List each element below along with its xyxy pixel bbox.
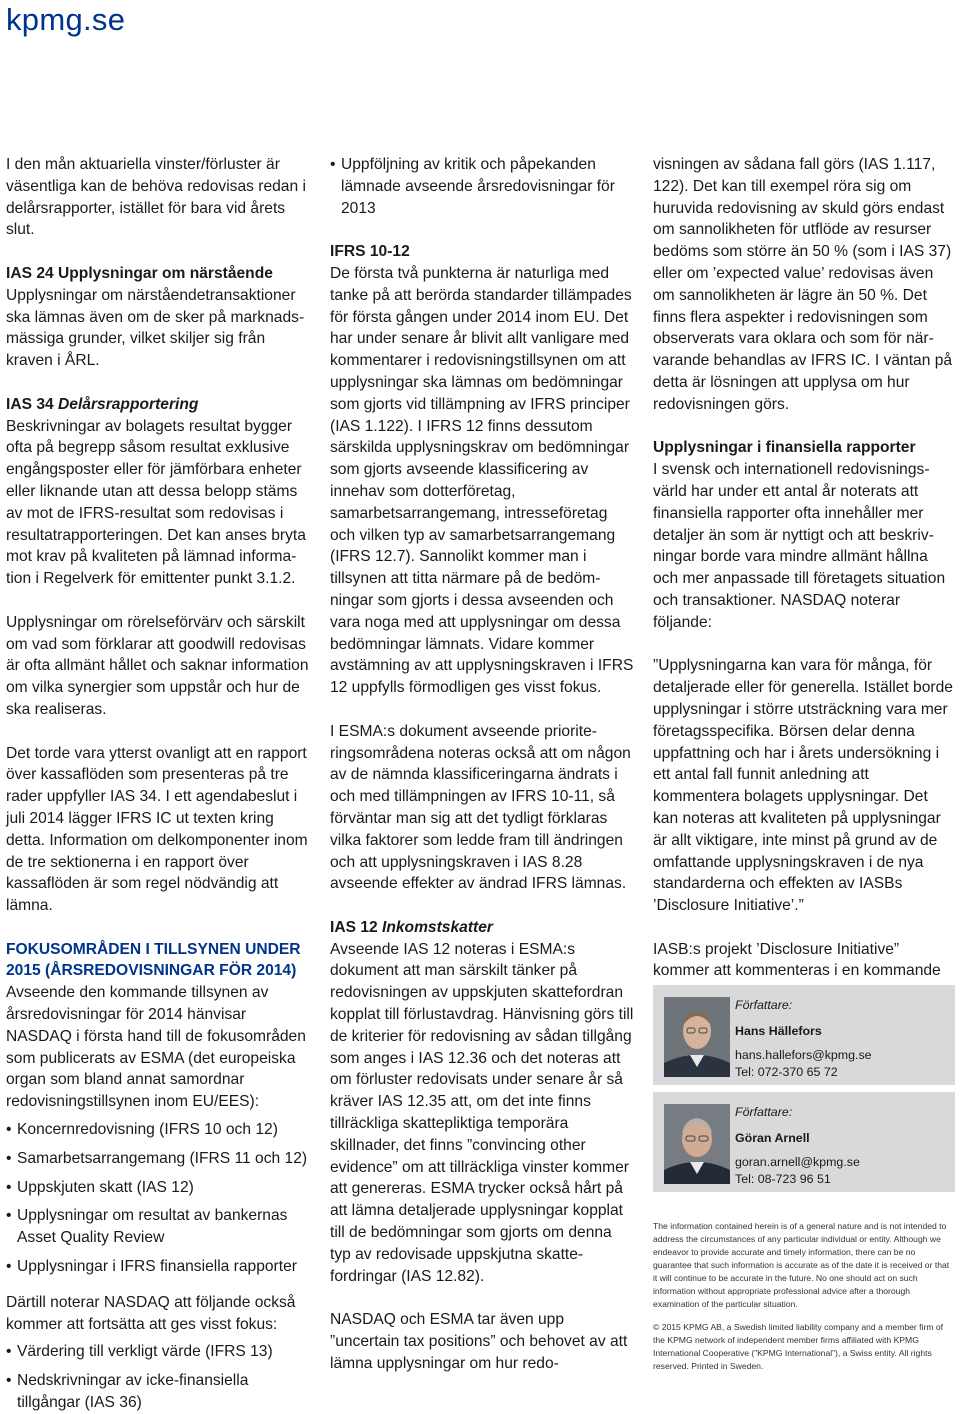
- author-box: [653, 1092, 955, 1192]
- list-item: • Värdering till verkligt värde (IFRS 13): [6, 1341, 311, 1363]
- site-name: kpmg.se: [6, 2, 126, 37]
- paragraph-ias24: Upplysningar om närståendetransaktioner ska lämnas även om de sker på marknadsmässiga grunder, vilket skiljer sig från kraven i ÅRL.: [6, 286, 305, 370]
- paragraph-ias34: Beskrivningar av bolagets resultat bygger ofta på begrepp såsom resultat exklusive engångsposter eller för jämförbara enheter eller liknande utan att dessa belopp stäms av mot de IFRS-resultat som redovisas i resultatrapporteringen. Det kan anses bryta mot krav på kvaliteten på lämnad information i Regelverk för emittenter punkt 3.1.2.: [6, 417, 306, 588]
- author-info: [735, 997, 872, 1080]
- paragraph-esma: I ESMA:s dokument avseende prioriteringsområdena noteras också att om någon av de nämnda klassificeringarna ändrats i och med tillämpningen av IFRS 10-11, så förväntar man sig att det tydligt förklaras vilka faktorer som ledde fram till ändringen och att upplysningskraven i IAS 8.28 avseende effekter av ändrad IFRS lämnas.: [330, 722, 631, 893]
- author-email[interactable]: hans.hallefors@kpmg.se: [735, 1048, 872, 1062]
- paragraph-ifrs-10-12: De första två punkterna är naturliga med tanke på att berörda standarder tillämpades för första gången under 2014 inom EU. Det har under senare år blivit allt vanligare med kommentarer i redovisningstillsynen om att upplysningar ska lämnas om bedömningar som gjorts vid tillämpning av IFRS principer (IAS 1.122). I IFRS 12 finns dessutom särskilda upplysningskrav om bedömningar som gjorts avseende klassificering av innehav som dotterföretag, samarbetsarrangemang, intresseföretag och vilken typ av samarbetsarrangemang (IFRS 12.7). Sannolikt kommer man i tillsynen att titta närmare på de bedömningar som gjorts i dessa avseenden och vara noga med att upplysningar om dessa bedömningar lämnats. Vidare kommer avstämning av att upplysningskraven i IFRS 12 uppfylls förmodligen ges visst fokus.: [330, 264, 634, 697]
- heading-ias12-title: Inkomstskatter: [382, 918, 493, 936]
- heading-ias12: [330, 917, 635, 939]
- author-phone: Tel: 08-723 96 51: [735, 1171, 831, 1186]
- paragraph-redovisning: visningen av sådana fall görs (IAS 1.117, 122). Det kan till exempel röra sig om huruvida redovisning av skuld görs endast om sannolikheten för utflöde av resurser bedöms som större än 50 % (som i IAS 37) eller om ’expected value’ redovisas även om sannolikheten är lägre än 50 %. Det finns flera aspekter i redovisningen som observerats vara oklara och som för närvarande behandlas av IFRS IC. I väntan på detta är lösningen att upplysa om hur redovisningen görs.: [653, 156, 953, 413]
- heading-ifrs-10-12: IFRS 10-12: [330, 243, 410, 261]
- column-2: [330, 154, 635, 1375]
- author-label: Författare:: [735, 1105, 793, 1119]
- paragraph-kassafloden: Det torde vara ytterst ovanligt att en rapport över kassaflöden som presenteras på tre rader uppfyller IAS 34. I ett agendabeslut i juli 2014 lägger IFRS IC ut texten kring detta. Information om delkomponenter inom de tre sektionerna i en rapport över kassaflöden är som regel nödvändig att lämna.: [6, 744, 308, 915]
- paragraph-fokusomraden: Avseende den kommande tillsynen av årsredovisningar för 2014 hänvisar NASDAQ i första hand till de fokusområden som publicerats av ESMA (det europeiska organ som bland annat samordnar redovisningstillsynen inom EU/EES):: [6, 984, 306, 1111]
- paragraph-finansiella-rapporter: I svensk och internationell redovisningsvärld har under ett antal år noterats att finansiella rapporter ofta innehåller mer detaljer än som är nyttigt och att beskrivningar borde vara mindre allmänt hållna och mer anpassade till företagets situation och transaktioner. NASDAQ noterar följande:: [653, 461, 946, 631]
- heading-ias34: [6, 394, 311, 416]
- copyright: © 2015 KPMG AB, a Swedish limited liability company and a member firm of the KPMG network of independent member firms affiliated with KPMG International Cooperative (”KPMG International”), a Swiss entity. All rights reserved. Printed in Sweden.: [653, 1322, 944, 1371]
- column-1: [6, 154, 311, 1414]
- heading-finansiella-rapporter: Upplysningar i finansiella rapporter: [653, 439, 916, 457]
- author-photo: [664, 997, 730, 1077]
- list-item: • Koncernredovisning (IFRS 10 och 12): [6, 1119, 311, 1141]
- list-item: • Upplysningar om resultat av bankernas Asset Quality Review: [6, 1205, 311, 1249]
- quote-nasdaq: ”Upplysningarna kan vara för många, för detaljerade eller för generella. Istället borde upplysningar i större utsträckning vara mer företagsspecifika. Börsen delar denna uppfattning och har i årets undersökning i ett antal fall funnit anledning att kommentera bolagets upplysningar. Det kan noteras att kvaliteten på upplysningar är allt viktigare, inte minst på grund av de omfattande upplysningskraven i de nya standarderna och effekten av IASBs ’Disclosure Initiative’.”: [653, 657, 953, 915]
- list-item: • Upplysningar i IFRS finansiella rapporter: [6, 1256, 311, 1278]
- list-item: • Samarbetsarrangemang (IFRS 11 och 12): [6, 1148, 311, 1170]
- disclaimer: The information contained herein is of a general nature and is not intended to address the circumstances of any particular individual or entity. Although we endeavor to provide accurate and timely information, there can be no guarantee that such information is accurate as of the date it is received or that it will continue to be accurate in the future. No one should act on such information without appropriate professional advice after a thorough examination of the particular situation.: [653, 1221, 950, 1309]
- list-item: • Uppföljning av kritik och påpekanden lämnade avseende årsredovisningar för 2013: [330, 154, 635, 219]
- author-name: Göran Arnell: [735, 1130, 810, 1145]
- author-label: Författare:: [735, 998, 793, 1012]
- list-nasdaq-focus: [6, 1341, 311, 1413]
- column-3: [653, 154, 955, 1004]
- paragraph-rorelseforvarv: Upplysningar om rörelseförvärv och särskilt om vad som förklarar att goodwill redovisas är ofta allmänt hållet och saknar information om vilka synergier som uppstår och hur de ska realiseras.: [6, 613, 309, 718]
- paragraph-aktuariella: I den mån aktuariella vinster/förluster är väsentliga kan de behöva redovisas redan i delårsrapporter, istället för bara vid årets slut.: [6, 156, 306, 239]
- author-email[interactable]: goran.arnell@kpmg.se: [735, 1155, 860, 1169]
- author-name: Hans Hällefors: [735, 1023, 822, 1038]
- paragraph-disclosure-initiative: IASB:s projekt ’Disclosure Initiative” kommer att kommenteras i en kommande: [653, 940, 941, 980]
- heading-ias34-title: Delårsrapportering: [58, 395, 199, 413]
- heading-ias24: IAS 24 Upplysningar om närstående: [6, 264, 273, 282]
- heading-ias12-code: IAS 12: [330, 918, 383, 936]
- author-photo: [664, 1104, 730, 1184]
- paragraph-ias12: Avseende IAS 12 noteras i ESMA:s dokument att man särskilt tänker på redovisningen av uppskjuten skattefordran kopplat till förlustavdrag. Hänvisning görs till de kriterier för redovisning av sådan tillgång som anges i IAS 12.36 och det noteras att om förluster redovisats under senare år så kräver IAS 12.35 att, om det inte finns tillräckliga skattepliktiga temporära skillnader, det finns ”convincing other evidence” om att tillräckliga vinster kommer att genereras. ESMA trycker också hårt på att lämna detaljerade upplysningar kopplat till de bedömningar som gjorts om denna typ av redovisade uppskjutna skattefordringar (IAS 12.82).: [330, 940, 634, 1285]
- author-phone: Tel: 072-370 65 72: [735, 1064, 838, 1079]
- paragraph-dartill: Därtill noterar NASDAQ att följande också kommer att fortsätta att ges visst fokus:: [6, 1293, 296, 1333]
- list-esma-focus: [6, 1119, 311, 1278]
- author-box: [653, 985, 955, 1085]
- heading-fokusomraden: FOKUSOMRÅDEN I TILLSYNEN UNDER 2015 (ÅRSREDOVISNINGAR FÖR 2014): [6, 940, 301, 980]
- author-info: [735, 1104, 860, 1187]
- heading-ias34-code: IAS 34: [6, 395, 59, 413]
- paragraph-uncertain-tax: NASDAQ och ESMA tar även upp ”uncertain tax positions” och behovet av att lämna upplysningar om hur redo-: [330, 1311, 628, 1372]
- list-item: • Nedskrivningar av icke-finansiella tillgångar (IAS 36): [6, 1370, 311, 1414]
- list-item: • Uppskjuten skatt (IAS 12): [6, 1177, 311, 1199]
